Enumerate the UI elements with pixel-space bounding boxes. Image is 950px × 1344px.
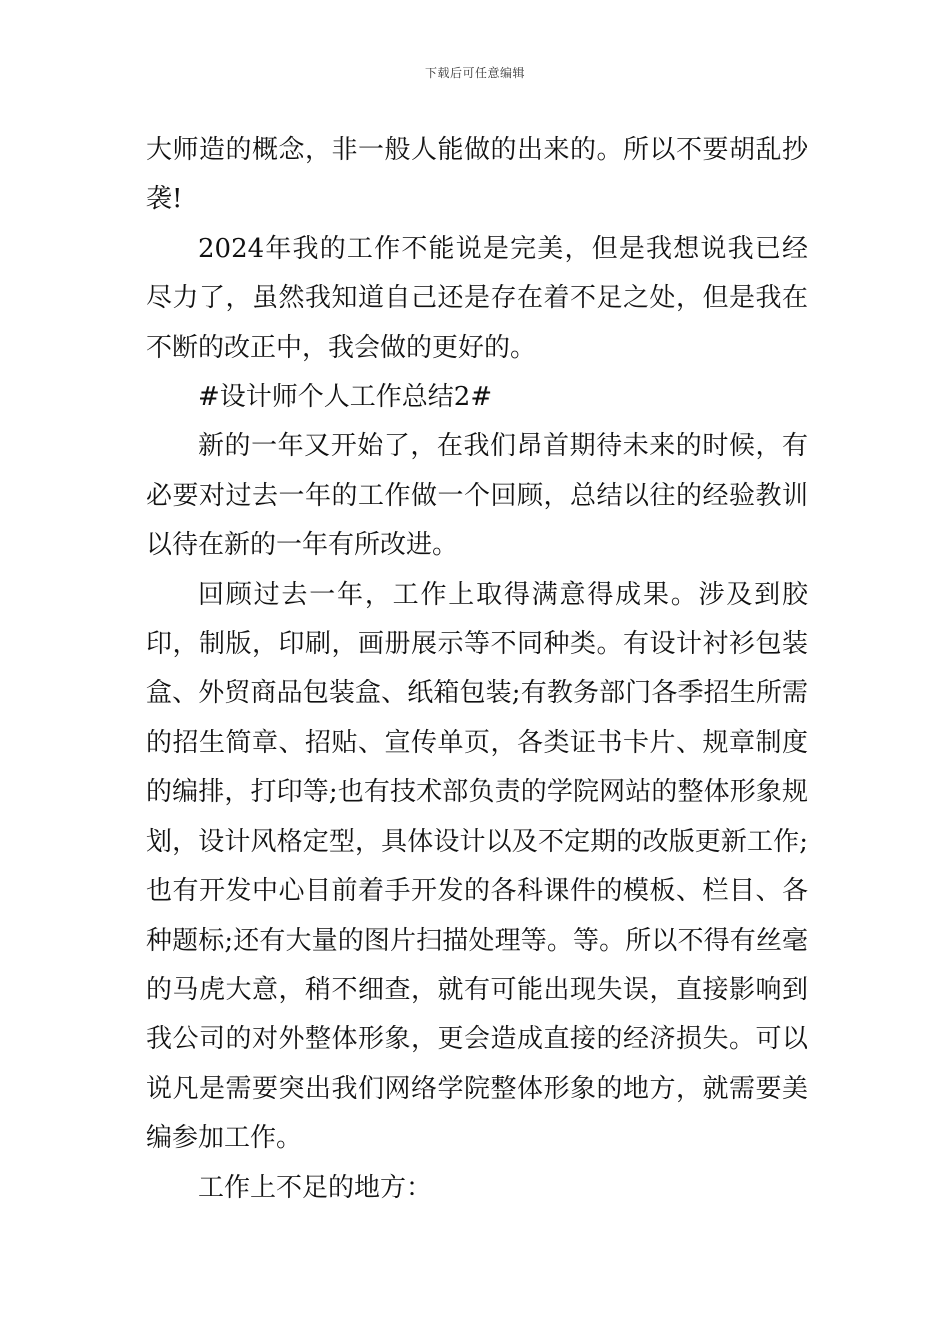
paragraph-shortcomings: 工作上不足的地方： xyxy=(198,1172,433,1203)
paragraph-2024-summary: 2024年我的工作不能说是完美，但是我想说我已经尽力了，虽然我知道自己还是存在着不足之处，但是我在不断的改正中，我会做的更好的。 xyxy=(146,233,808,363)
page-header-note: 下载后可任意编辑 xyxy=(424,66,525,80)
document-body xyxy=(146,126,808,1213)
paragraph-new-year: 新的一年又开始了，在我们昂首期待未来的时候，有必要对过去一年的工作做一个回顾，总结以往的经验教训以待在新的一年有所改进。 xyxy=(146,431,808,561)
section-heading: #设计师个人工作总结2# xyxy=(198,382,493,413)
paragraph-continuation: 大师造的概念，非一般人能做的出来的。所以不要胡乱抄袭! xyxy=(146,135,808,215)
paragraph-review: 回顾过去一年，工作上取得满意得成果。涉及到胶印，制版，印刷，画册展示等不同种类。有设计衬衫包装盒、外贸商品包装盒、纸箱包装;有教务部门各季招生所需的招生简章、招贴、宣传单页，各类证书卡片、规章制度的编排，打印等;也有技术部负责的学院网站的整体形象规划，设计风格定型，具体设计以及不定期的改版更新工作;也有开发中心目前着手开发的各科课件的模板、栏目、各种题标;还有大量的图片扫描处理等。等。所以不得有丝毫的马虎大意，稍不细查，就有可能出现失误，直接影响到我公司的对外整体形象，更会造成直接的经济损失。可以说凡是需要突出我们网络学院整体形象的地方，就需要美编参加工作。 xyxy=(146,579,808,1154)
